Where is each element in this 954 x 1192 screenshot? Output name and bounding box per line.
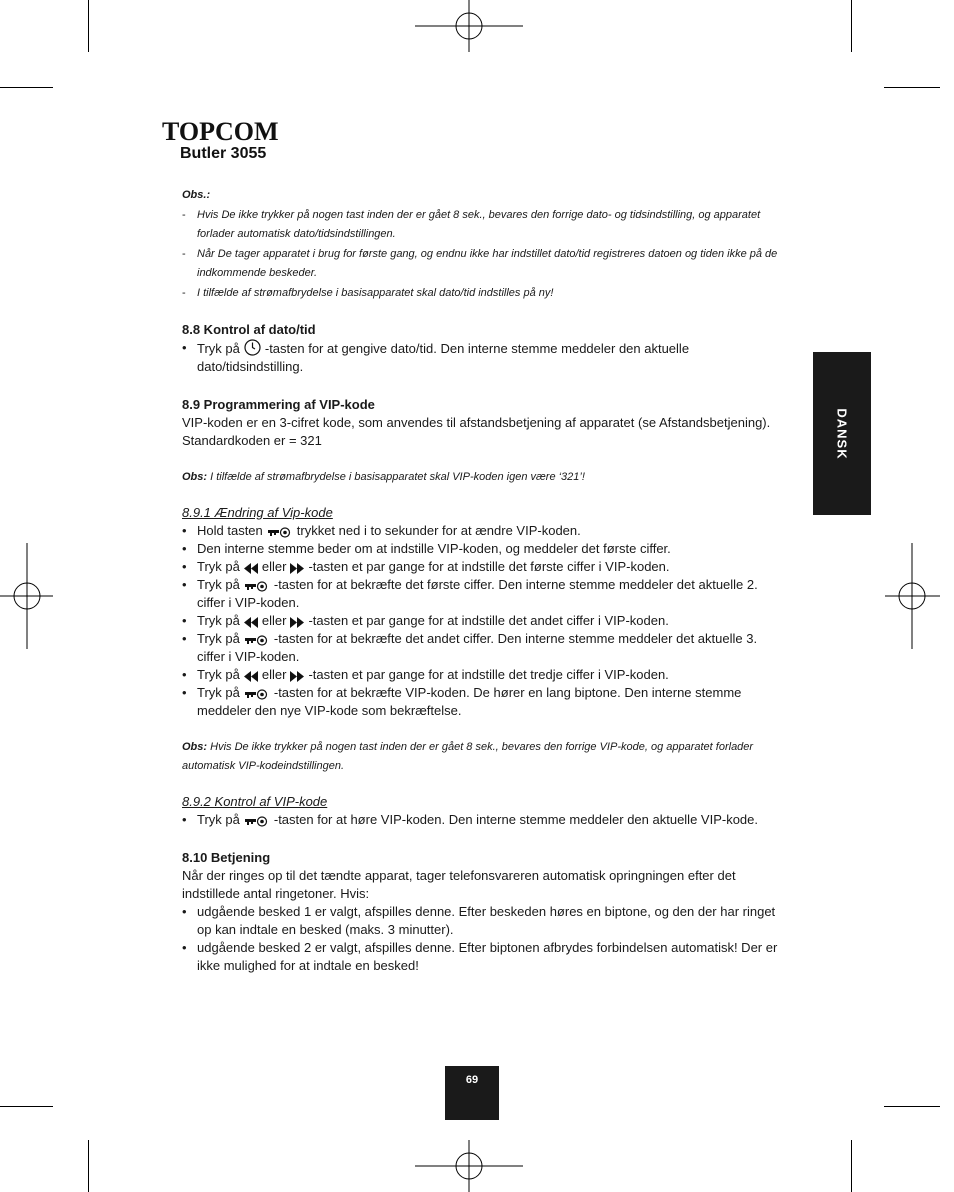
paragraph: VIP-koden er en 3-cifret kode, som anvendes til afstandsbetjening af apparatet (se Afstandsbetjening). <box>182 415 771 430</box>
list-item: • Hold tasten trykket ned i to sekunder for at ændre VIP-koden. <box>182 522 581 538</box>
clock-icon <box>244 339 261 356</box>
list-item: • Tryk på eller -tasten et par gange for at indstille det andet ciffer i VIP-koden. <box>182 612 669 628</box>
list-item: • Den interne stemme beder om at indstille VIP-koden, og meddeler det første ciffer. <box>182 540 671 556</box>
obs-item: - I tilfælde af strømafbrydelse i basisapparatet skal dato/tid indstilles på ny! <box>182 286 554 299</box>
key-icon <box>244 816 270 827</box>
obs-note-2: Obs: I tilfælde af strømafbrydelse i basisapparatet skal VIP-koden igen være ‘321’! <box>182 471 585 483</box>
svg-text:TOPCOM: TOPCOM <box>162 117 279 144</box>
key-icon <box>244 689 270 700</box>
list-item: • Tryk på eller -tasten et par gange for at indstille det første ciffer i VIP-koden. <box>182 558 670 574</box>
topcom-logo <box>162 116 280 144</box>
list-item: • Tryk på -tasten for at bekræfte det andet ciffer. Den interne stemme meddeler det aktuelle 3. ciffer i VIP-koden. <box>182 630 758 664</box>
rewind-icon <box>244 671 258 682</box>
paragraph: Når der ringes op til det tændte apparat, tager telefonsvareren automatisk opringningen efter det indstillede antal ringetoner. Hvis: <box>182 867 736 901</box>
page-number-box <box>445 1066 499 1120</box>
list-item: • Tryk på eller -tasten et par gange for at indstille det tredje ciffer i VIP-koden. <box>182 666 669 682</box>
section-8-8-heading: 8.8 Kontrol af dato/tid <box>182 322 316 337</box>
paragraph: Standardkoden er = 321 <box>182 433 322 448</box>
rewind-icon <box>244 617 258 628</box>
list-item: • udgående besked 2 er valgt, afspilles denne. Efter biptonen afbrydes forbindelsen automatisk! Der er ikke mulighed for at indtale en besked! <box>182 939 778 973</box>
key-icon <box>267 527 293 538</box>
list-item: • udgående besked 1 er valgt, afspilles denne. Efter beskeden høres en biptone, og den der har ringet op kan indtale en besked (maks. 3 minutter). <box>182 903 776 937</box>
list-item: • Tryk på -tasten for at bekræfte VIP-koden. De hører en lang biptone. Den interne stemme meddeler den nye VIP-kode som bekræftelse. <box>182 684 742 718</box>
list-item: • Tryk på -tasten for at gengive dato/tid. Den interne stemme meddeler den aktuelle dato/tidsindstilling. <box>182 340 690 374</box>
fast-forward-icon <box>290 617 304 628</box>
rewind-icon <box>244 563 258 574</box>
obs-item: - Hvis De ikke trykker på nogen tast inden der er gået 8 sek., bevares den forrige dato- og tidsindstilling, og apparatet forlader automatisk dato/tidsindstillingen. <box>182 208 761 240</box>
obs-note-1 <box>182 186 782 303</box>
obs-note-3: Obs: Hvis De ikke trykker på nogen tast inden der er gået 8 sek., bevares den forrige VIP-kode, og apparatet forlader automatisk VIP-kodeindstillingen. <box>182 740 754 772</box>
section-8-9-2-heading: 8.9.2 Kontrol af VIP-kode <box>182 793 328 809</box>
section-8-9-1-heading: 8.9.1 Ændring af Vip-kode <box>182 504 333 520</box>
language-tab <box>813 352 871 515</box>
fast-forward-icon <box>290 563 304 574</box>
section-8-9-heading: 8.9 Programmering af VIP-kode <box>182 397 375 412</box>
page-number: 69 <box>465 1074 479 1086</box>
list-item: • Tryk på -tasten for at bekræfte det første ciffer. Den interne stemme meddeler det aktuelle 2. ciffer i VIP-koden. <box>182 576 758 610</box>
model-name: Butler 3055 <box>180 145 267 162</box>
main-content <box>182 186 782 975</box>
key-icon <box>244 635 270 646</box>
obs-item: - Når De tager apparatet i brug for første gang, og endnu ikke har indstillet dato/tid registreres datoen og tiden ikke på de indkommende beskeder. <box>182 247 778 279</box>
obs-title: Obs.: <box>182 189 211 201</box>
key-icon <box>244 581 270 592</box>
language-tab-label: DANSK <box>834 407 850 460</box>
list-item: • Tryk på -tasten for at høre VIP-koden. Den interne stemme meddeler den aktuelle VIP-kode. <box>182 811 758 827</box>
fast-forward-icon <box>290 671 304 682</box>
section-8-10-heading: 8.10 Betjening <box>182 849 271 865</box>
